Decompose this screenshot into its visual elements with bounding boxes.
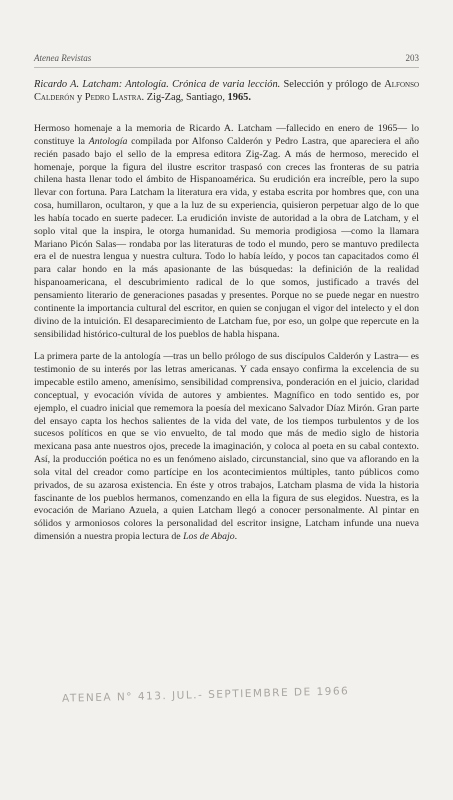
citation-editor-2: Pedro Lastra. (84, 91, 145, 103)
paragraph-1-text-b: compilada por Alfonso Calderón y Pedro Lastra, que apareciera el año recién pasado bajo el sello de la empresa editora Zig-Zag. A más de hermoso, merecido el homenaje, porque la figura del ilustre escritor traspasó con creces las fronteras de su patria chilena hasta llenar todo el ámbito de Hispanoamérica. Su erudición era increíble, pero la supo llevar con fortuna. Para Latcham la literatura era vida, y estaba escrita por hombres que, con una cosa, humillaron, ocultaron, y que a la luz de su experiencia, quisieron perpetuar algo de lo que les había tocado en suerte padecer. La erudición inviste de autoridad a la obra de Latcham, y el soplo vital que la inspira, le otorga humanidad. Su memoria prodigiosa —como la llamara Mariano Picón Salas— rondaba por las literaturas de todo el mundo, pero se mantuvo predilecta era el de nuestra lengua y nuestra cultura. Todo lo había leído, y pocos tan capacitados como él para calar hondo en la más apasionante de las búsquedas: la definición de la realidad hispanoamericana, el descubrimiento radical de lo que somos, justificado a través del pensamiento literario de generaciones pasadas y presentes. Porque no se puede negar en nuestro continente la importancia cultural del escritor, en quien se conjugan el vigor del intelecto y el don divino de la intuición. El desaparecimiento de Latcham fue, por eso, un golpe que repercute en la sensibilidad histórico-cultural de los pueblos de habla hispana. (34, 135, 419, 340)
page-number: 203 (405, 53, 419, 63)
paragraph-1-italic: Antología (88, 135, 128, 147)
paragraph-1-text-a: Hermoso homenaje a la memoria de Ricardo A. Latcham —fallecido en enero de 1965— lo constituye la (34, 123, 419, 147)
citation-and: y (76, 91, 83, 103)
paragraph-2-italic: Los de Abajo (183, 531, 235, 543)
citation-title: Antología. Crónica de varia lección. (125, 79, 281, 90)
citation-year: 1965. (227, 91, 251, 103)
citation-author: Ricardo A. Latcham: (34, 79, 123, 90)
paragraph-2 (34, 351, 419, 544)
citation-text: Selección y prólogo de (283, 79, 382, 90)
header-divider (34, 67, 419, 68)
paragraph-2-text-a: La primera parte de la antología —tras un bello prólogo de sus discípulos Calderón y Lastra— es testimonio de su interés por las letras americanas. Y cada ensayo confirma la excelencia de su impecable estilo ameno, amenísimo, sensibilidad comprensiva, ponderación en el juicio, claridad conceptual, y evocación vívida de autores y ambientes. Magnífico en todo sentido es, por ejemplo, el cuadro inicial que rememora la poesía del mexicano Salvador Díaz Mirón. Gran parte del ensayo capta los hechos salientes de la vida del vate, de los tiempos turbulentos y de los sucesos políticos en que se vio envuelto, de tal modo que más de medio siglo de historia mexicana pasa ante nuestros ojos, precede la imaginación, y coloca al poeta en su cabal contexto. Así, la producción poética no es un fenómeno aislado, circunstancial, sino que va aflorando en la sola vital del creador como partícipe en los acontecimientos múltiples, tanto públicos como privados, de su azarosa existencia. En éste y otros trabajos, Latcham plasma de vida la historia fascinante de los pueblos hermanos, comenzando en ella la figura de sus elegidos. Nuestra, es la evocación de Mariano Azuela, a quien Latcham llegó a conocer personalmente. Al pintar en sólidos y armoniosos colores la personalidad del escritor insigne, Latcham infunde una nueva dimensión a nuestra propia lectura de (34, 351, 419, 543)
citation-publisher: Zig-Zag, Santiago, (146, 91, 225, 103)
paragraph-1 (34, 123, 419, 341)
citation-editor-1: Alfonso Calderón (34, 79, 420, 103)
handwritten-annotation: ATENEA N° 413. JUL.- SEPTIEMBRE DE 1966 (61, 685, 350, 705)
running-head (34, 53, 419, 63)
running-title: Atenea Revistas (34, 53, 92, 63)
book-citation (34, 79, 419, 104)
paragraph-2-text-b: . (234, 531, 238, 543)
review-body (34, 123, 419, 554)
